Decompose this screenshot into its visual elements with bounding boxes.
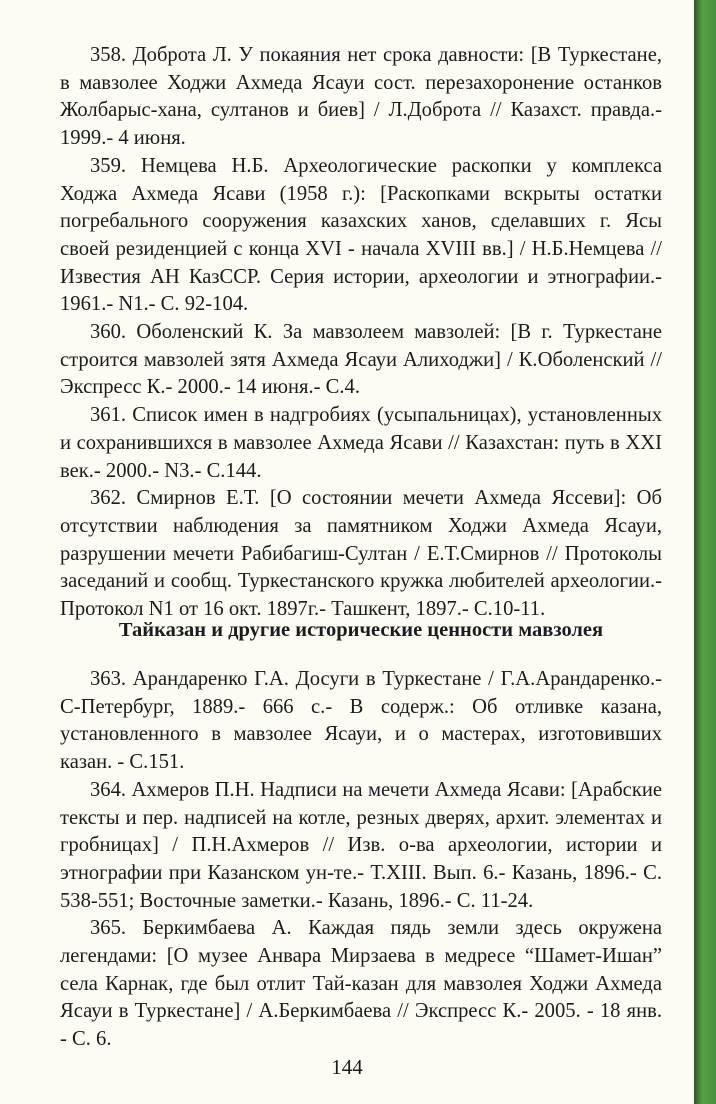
bibliography-entry-363: 363. Арандаренко Г.А. Досуги в Туркестане / Г.А.Арандаренко.- С-Петербург, 1889.- 666 с.- В содерж.: Об отливке казана, установленного в мавзолее Ясауи, и о мастерах, изготовивших казан. - С.151.	[60, 668, 662, 774]
bibliography-entry-364: 364. Ахмеров П.Н. Надписи на мечети Ахмеда Ясави: [Арабские тексты и пер. надписей на котле, резных дверях, архит. элементах и гробницах] / П.Н.Ахмеров // Изв. о-ва археологии, истории и этнографии при Казанском ун-те.- Т.XIII. Вып. 6.- Казань, 1896.- С. 538-551; Восточные заметки.- Казань, 1896.- С. 11-24.	[60, 778, 662, 912]
bibliography-entry-358: 358. Доброта Л. У покаяния нет срока давности: [В Туркестане, в мавзолее Ходжи Ахмеда Ясауи сост. перезахоронение останков Жолбарыс-хана, султанов и биев] / Л.Доброта // Казахст. правда.- 1999.- 4 июня.	[60, 44, 662, 150]
bibliography-entry-360: 360. Оболенский К. За мавзолеем мавзолей: [В г. Туркестане строится мавзолей зятя Ахмеда Ясауи Алиходжи] / К.Оболенский // Экспресс К.- 2000.- 14 июня.- С.4.	[60, 321, 662, 399]
bibliography-entry-362: 362. Смирнов Е.Т. [О состоянии мечети Ахмеда Яссеви]: Об отсутствии наблюдения за памятником Ходжи Ахмеда Ясауи, разрушении мечети Рабибагиш-Султан / Е.Т.Смирнов // Протоколы заседаний и сообщ. Туркестанского кружка любителей археологии.- Протокол N1 от 16 окт. 1897г.- Ташкент, 1897.- С.10-11.	[60, 487, 662, 621]
bibliography-entry-361: 361. Список имен в надгробиях (усыпальницах), установленных и сохранившихся в мавзолее Ахмеда Ясави // Казахстан: путь в XXI век.- 2000.- N3.- С.144.	[60, 404, 662, 482]
section-heading: Тайказан и другие исторические ценности мавзолея	[118, 619, 604, 641]
book-cover-edge	[694, 0, 716, 1104]
bibliography-entry-359: 359. Немцева Н.Б. Археологические раскопки у комплекса Ходжа Ахмеда Ясави (1958 г.): [Раскопками вскрыты остатки погребального сооружения казахских ханов, сделавших г. Ясы своей резиденцией с конца XVI - начала XVIII вв.] / Н.Б.Немцева // Известия АН КазССР. Серия истории, археологии и этнографии.- 1961.- N1.- С. 92-104.	[60, 154, 662, 316]
bibliography-entry-365: 365. Беркимбаева А. Каждая пядь земли здесь окружена легендами: [О музее Анвара Мирзаева в медресе “Шамет-Ишан” села Карнак, где был отлит Тай-казан для мавзолея Ходжи Ахмеда Ясауи в Туркестане] / А.Беркимбаева // Экспресс К.- 2005. - 18 янв. - С. 6.	[60, 917, 662, 1051]
page-number: 144	[331, 1055, 363, 1079]
bibliography-list-bottom	[60, 666, 662, 1054]
bibliography-list-top	[60, 42, 662, 624]
